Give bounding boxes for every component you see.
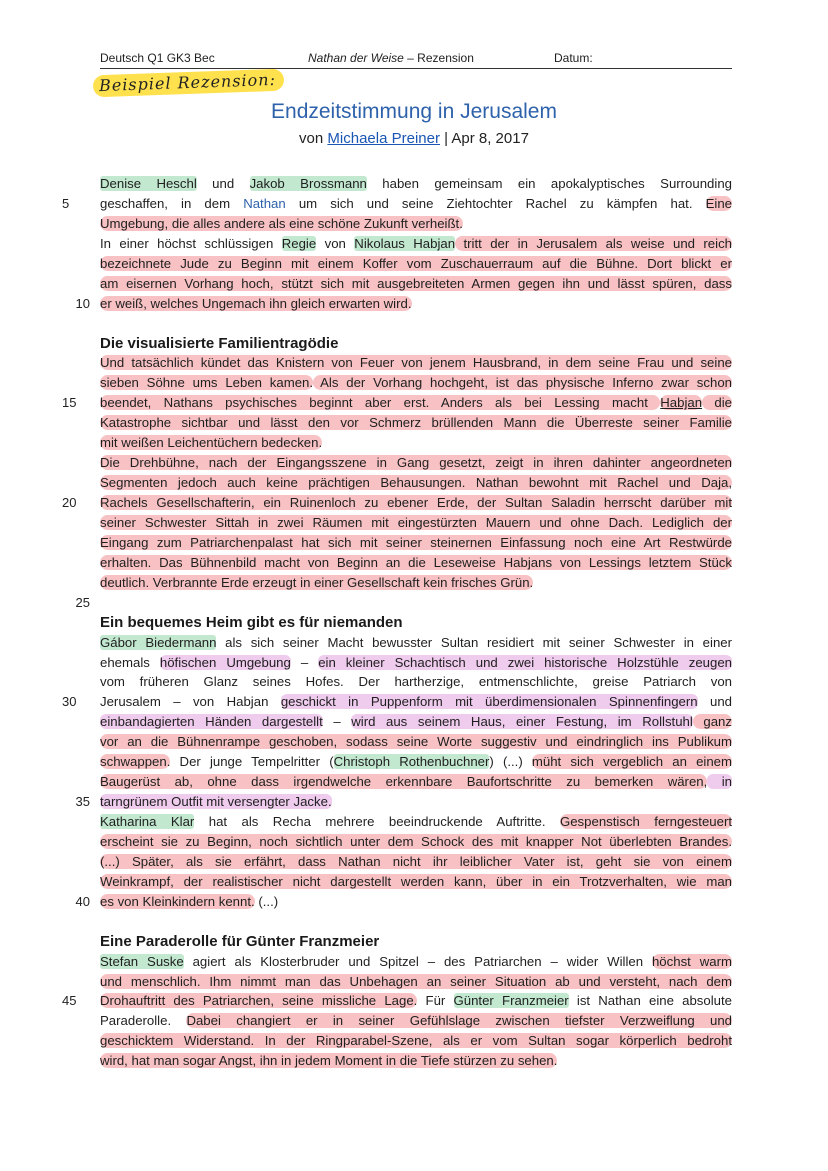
text-line: Weinkrampf, der realistischer nicht dargestellt werden kann, über in ein Trotzverhalten, wie man [100,873,732,889]
worksheet-title: Nathan der Weise – Rezension [308,51,474,65]
text-line: Und tatsächlich kündet das Knistern von Feuer von jenem Hausbrand, in dem seine Frau und seine [100,355,732,371]
line-number: 30 [62,694,77,710]
text-line: vom früheren Glanz seines Hofes. Der hartherzige, entmenschlichte, greise Patriarch von [100,674,732,690]
line-number: 10 [75,295,90,311]
text-line: und menschlich. Ihm nimmt man das Unbehagen an seiner Situation ab und versteht, nach dem [100,973,732,989]
text-line: 15 beendet, Nathans psychisches beginnt aber erst. Anders als bei Lessing macht Habjan die [100,393,732,413]
text-line: wird, hat man sogar Angst, ihn in jedem Moment in die Tiefe stürzen zu sehen. [100,1053,558,1069]
line-number: 25 [75,594,90,610]
text-line: ehemals höfischen Umgebung – ein kleiner Schachtisch und zwei historische Holzstühle zeugen [100,654,733,670]
text-line: 35 tarngrünem Outfit mit versengter Jacke. [100,792,732,812]
text-line: Baugerüst ab, ohne dass irgendwelche erkennbare Baufortschritte zu bemerken wären, in [100,774,732,790]
text-line: 45 Drohauftritt des Patriarchen, seine missliche Lage. Für Günter Franzmeier ist Nathan eine absolute [100,991,732,1011]
blank-line [100,314,732,334]
text-line: deutlich. Verbrannte Erde erzeugt in einer Gesellschaft kein frisches Grün. [100,574,534,590]
text-line: Umgebung, die alles andere als eine schöne Zukunft verheißt. [100,215,463,231]
course-label: Deutsch Q1 GK3 Bec [100,51,215,65]
line-number: 20 [62,495,77,510]
text-line: 5 geschaffen, in dem Nathan um sich und seine Ziehtochter Rachel zu kämpfen hat. Eine [100,194,732,214]
date-label: Datum: [554,51,593,65]
article-byline: von Michaela Preiner | Apr 8, 2017 [299,130,529,147]
handwritten-annotation: Beispiel Rezension: [93,69,285,98]
text-line: Katharina Klar hat als Recha mehrere beeindruckende Auftritte. Gespenstisch ferngesteuert [100,814,732,829]
article-title: Endzeitstimmung in Jerusalem [271,100,557,123]
text-line: Gábor Biedermann als sich seiner Macht bewusster Sultan residiert mit seiner Schwester in einer [100,634,732,650]
article-body [62,174,733,1071]
text-line: Eingang zum Patriarchenpalast hat sich mit seiner steinernen Einfassung noch eine Art Restwürde [100,534,732,550]
line-number: 35 [75,794,90,810]
text-line: einbandagierten Händen dargestellt – wird aus seinem Haus, einer Festung, im Rollstuhl ganz [100,714,732,730]
text-line: mit weißen Leichentüchern bedecken. [100,435,323,451]
text-line: 20 Rachels Gesellschafterin, ein Ruinenloch zu ebener Erde, der Sultan Saladin herrscht darüber mit [100,493,732,513]
line-number: 15 [62,395,77,411]
text-line: bezeichnete Jude zu Beginn mit einem Koffer vom Zuschauerraum auf die Bühne. Dort blickt er [100,255,732,271]
text-line: Stefan Suske agiert als Klosterbruder und Spitzel – des Patriarchen – wider Willen höchst warm [100,953,732,969]
section-heading: Die visualisierte Familientragödie [100,334,339,352]
blank-line [100,912,732,932]
text-line: schwappen. Der junge Tempelritter (Christoph Rothenbuchner) (...) müht sich vergeblich an einem [100,754,733,770]
text-line: erhalten. Das Bühnenbild macht von Beginn an die Leseweise Habjans von Lessings letztem Stück [100,554,732,570]
line-number: 5 [62,195,70,211]
text-line: 30 Jerusalem – von Habjan geschickt in Puppenform mit überdimensionalen Spinnenfingern und [100,692,732,712]
text-line: sieben Söhne ums Leben kamen. Als der Vorhang hochgeht, ist das physische Inferno zwar schon [100,375,732,391]
worksheet-header [100,50,732,69]
text-line: 40 es von Kleinkindern kennt. (...) [100,892,732,912]
section-heading: Eine Paraderolle für Günter Franzmeier [100,932,380,950]
line-number: 40 [75,893,90,909]
author-link[interactable]: Michaela Preiner [327,130,440,147]
text-line: (...) Später, als sie erfährt, dass Nathan nicht ihr leiblicher Vater ist, geht sie von einem [100,853,732,869]
section-heading: Ein bequemes Heim gibt es für niemanden [100,613,403,631]
text-line: Katastrophe sichtbar und lässt den vor Schmerz brüllenden Mann die Überreste seiner Familie [100,415,732,431]
text-line: erscheint sie zu Beginn, noch sichtlich unter dem Schock des mit knapper Not überlebten Brandes. [100,833,732,849]
text-line: seiner Schwester Sittah in zwei Räumen mit eingestürzten Mauern und ohne Dach. Lediglich der [100,514,732,530]
text-line: In einer höchst schlüssigen Regie von Nikolaus Habjan tritt der in Jerusalem als weise und reich [100,235,732,251]
line-number: 45 [62,993,77,1009]
text-line: Paraderolle. Dabei changiert er in seiner Gefühlslage zwischen tiefster Verzweiflung und [100,1013,733,1029]
text-line: vor an die Bühnenrampe geschoben, sodass seine Worte suggestiv und eindringlich ins Publikum [100,734,732,750]
text-line: Denise Heschl und Jakob Brossmann haben gemeinsam ein apokalyptisches Surrounding [100,176,732,191]
text-line: Segmenten jedoch auch keine prächtigen Behausungen. Nathan bewohnt mit Rachel und Daja, [100,475,732,491]
blank-line [75,593,732,613]
text-line: Die Drehbühne, nach der Eingangsszene in Gang gesetzt, zeigt in ihren dahinter angeordneten [100,455,732,471]
text-line: am eisernen Vorhang hoch, stützt sich mit ausgebreiteten Armen gegen ihn und lässt spüren, dass [100,275,732,291]
text-line: 10 er weiß, welches Ungemach ihn gleich erwarten wird. [100,294,732,314]
text-line: geschicktem Widerstand. In der Ringparabel-Szene, als er vom Sultan sogar körperlich bedroht [100,1033,732,1049]
